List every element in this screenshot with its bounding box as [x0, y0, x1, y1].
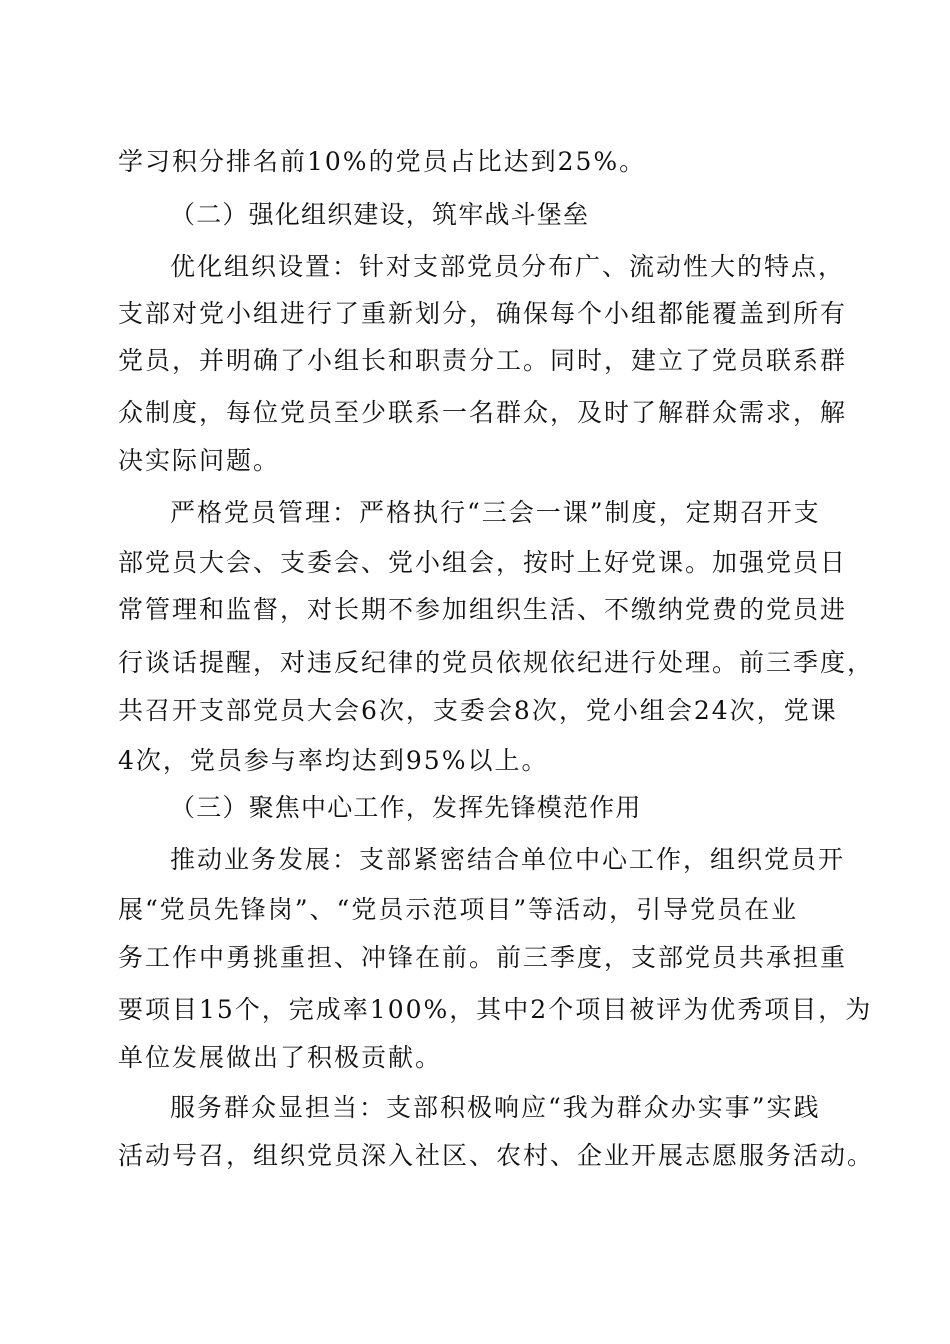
paragraph-line: 支部对党小组进行了重新划分，确保每个小组都能覆盖到所有	[118, 299, 848, 328]
paragraph-line: 学习积分排名前10%的党员占比达到25%。	[118, 147, 647, 176]
paragraph-line: 务工作中勇挑重担、冲锋在前。前三季度，支部党员共承担重	[118, 943, 848, 972]
paragraph-line: 决实际问题。	[118, 446, 281, 475]
paragraph-line: 推动业务发展：支部紧密结合单位中心工作，组织党员开	[170, 845, 846, 874]
paragraph-line: 4次，党员参与率均达到95%以上。	[118, 746, 549, 775]
paragraph-line: 共召开支部党员大会6次，支委会8次，党小组会24次，党课	[118, 696, 838, 725]
section-heading: （三）聚焦中心工作，发挥先锋模范作用	[170, 793, 642, 822]
paragraph-line: 活动号召，组织党员深入社区、农村、企业开展志愿服务活动。	[118, 1141, 875, 1170]
paragraph-line: 部党员大会、支委会、党小组会，按时上好党课。加强党员日	[118, 548, 848, 577]
section-heading: （二）强化组织建设，筑牢战斗堡垒	[170, 200, 590, 229]
paragraph-line: 展“党员先锋岗”、“党员示范项目”等活动，引导党员在业	[118, 895, 799, 924]
paragraph-line: 行谈话提醒，对违反纪律的党员依规依纪进行处理。前三季度，	[118, 648, 875, 677]
paragraph-line: 党员，并明确了小组长和职责分工。同时，建立了党员联系群	[118, 346, 848, 375]
paragraph-line: 优化组织设置：针对支部党员分布广、流动性大的特点，	[170, 252, 846, 281]
paragraph-line: 众制度，每位党员至少联系一名群众，及时了解群众需求，解	[118, 398, 848, 427]
paragraph-line: 服务群众显担当：支部积极响应“我为群众办实事”实践	[170, 1093, 821, 1122]
paragraph-line: 单位发展做出了积极贡献。	[118, 1043, 443, 1072]
paragraph-line: 严格党员管理：严格执行“三会一课”制度，定期召开支	[170, 498, 821, 527]
paragraph-line: 常管理和监督，对长期不参加组织生活、不缴纳党费的党员进	[118, 595, 848, 624]
paragraph-line: 要项目15个，完成率100%，其中2个项目被评为优秀项目，为	[118, 995, 873, 1024]
